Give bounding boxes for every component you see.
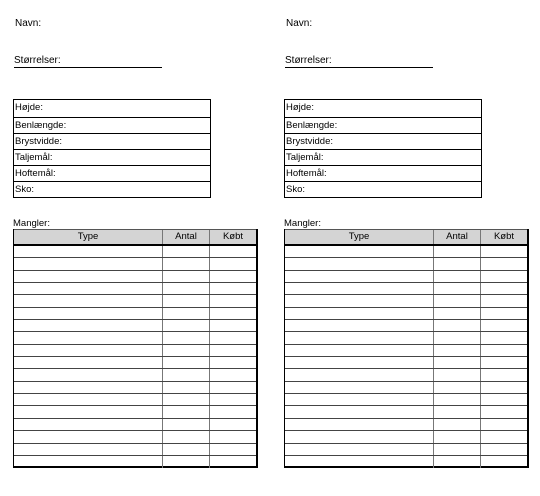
bought-cell bbox=[481, 431, 527, 442]
quantity-cell bbox=[163, 271, 210, 282]
type-cell bbox=[14, 431, 163, 442]
quantity-cell bbox=[434, 456, 481, 468]
missing-items-label: Mangler: bbox=[13, 218, 50, 229]
type-cell bbox=[285, 431, 434, 442]
quantity-cell bbox=[163, 345, 210, 356]
bought-cell bbox=[210, 295, 256, 306]
bought-cell bbox=[481, 258, 527, 269]
bought-cell bbox=[210, 419, 256, 430]
quantity-cell bbox=[434, 271, 481, 282]
table-body bbox=[285, 246, 527, 468]
type-cell bbox=[14, 444, 163, 455]
header-bought: Købt bbox=[222, 231, 244, 242]
quantity-cell bbox=[163, 246, 210, 257]
bought-cell bbox=[481, 394, 527, 405]
measure-inseam: Benlængde: bbox=[14, 117, 210, 133]
quantity-cell bbox=[434, 246, 481, 257]
type-cell bbox=[285, 369, 434, 380]
measure-chest: Brystvidde: bbox=[14, 133, 210, 149]
bought-cell bbox=[481, 406, 527, 417]
table-row bbox=[14, 444, 256, 456]
quantity-cell bbox=[434, 357, 481, 368]
bought-cell bbox=[210, 332, 256, 343]
quantity-cell bbox=[434, 382, 481, 393]
type-cell bbox=[285, 444, 434, 455]
bought-cell bbox=[210, 258, 256, 269]
measure-waist: Taljemål: bbox=[14, 149, 210, 165]
table-row bbox=[285, 369, 527, 381]
type-cell bbox=[14, 258, 163, 269]
table-row bbox=[14, 246, 256, 258]
quantity-cell bbox=[163, 406, 210, 417]
bought-cell bbox=[210, 357, 256, 368]
table-row bbox=[14, 258, 256, 270]
bought-cell bbox=[481, 382, 527, 393]
bought-cell bbox=[481, 246, 527, 257]
type-cell bbox=[285, 246, 434, 257]
type-cell bbox=[285, 258, 434, 269]
form-panel-left bbox=[13, 0, 259, 496]
measurements-box bbox=[284, 99, 482, 198]
table-body bbox=[14, 246, 256, 468]
type-cell bbox=[285, 271, 434, 282]
bought-cell bbox=[481, 295, 527, 306]
bought-cell bbox=[210, 394, 256, 405]
table-row bbox=[285, 283, 527, 295]
quantity-cell bbox=[163, 283, 210, 294]
quantity-cell bbox=[434, 419, 481, 430]
type-cell bbox=[14, 246, 163, 257]
measure-hip: Hoftemål: bbox=[285, 165, 481, 181]
table-row bbox=[14, 345, 256, 357]
type-cell bbox=[14, 320, 163, 331]
type-cell bbox=[14, 295, 163, 306]
table-row bbox=[14, 271, 256, 283]
table-row bbox=[285, 258, 527, 270]
type-cell bbox=[285, 283, 434, 294]
quantity-cell bbox=[163, 419, 210, 430]
type-cell bbox=[285, 308, 434, 319]
type-cell bbox=[14, 345, 163, 356]
table-row bbox=[14, 320, 256, 332]
quantity-cell bbox=[163, 369, 210, 380]
bought-cell bbox=[210, 406, 256, 417]
bought-cell bbox=[481, 283, 527, 294]
bought-cell bbox=[481, 419, 527, 430]
table-row bbox=[14, 406, 256, 418]
bought-cell bbox=[210, 382, 256, 393]
quantity-cell bbox=[163, 382, 210, 393]
header-quantity: Antal bbox=[434, 230, 481, 244]
table-row bbox=[285, 382, 527, 394]
type-cell bbox=[285, 295, 434, 306]
bought-cell bbox=[481, 271, 527, 282]
table-row bbox=[285, 246, 527, 258]
quantity-cell bbox=[434, 258, 481, 269]
quantity-cell bbox=[163, 320, 210, 331]
type-cell bbox=[14, 394, 163, 405]
type-cell bbox=[14, 332, 163, 343]
bought-cell bbox=[481, 369, 527, 380]
table-row bbox=[285, 456, 527, 468]
table-row bbox=[285, 332, 527, 344]
type-cell bbox=[14, 456, 163, 468]
quantity-cell bbox=[434, 394, 481, 405]
quantity-cell bbox=[434, 332, 481, 343]
table-row bbox=[14, 419, 256, 431]
quantity-cell bbox=[434, 320, 481, 331]
measure-shoe: Sko: bbox=[285, 181, 481, 197]
measure-inseam: Benlængde: bbox=[285, 117, 481, 133]
type-cell bbox=[14, 419, 163, 430]
measure-height: Højde: bbox=[15, 102, 43, 113]
type-cell bbox=[14, 357, 163, 368]
table-row bbox=[14, 456, 256, 468]
type-cell bbox=[14, 406, 163, 417]
measure-chest: Brystvidde: bbox=[285, 133, 481, 149]
bought-cell bbox=[210, 369, 256, 380]
missing-items-label: Mangler: bbox=[284, 218, 321, 229]
quantity-cell bbox=[434, 369, 481, 380]
type-cell bbox=[14, 308, 163, 319]
header-quantity: Antal bbox=[163, 230, 210, 244]
table-header bbox=[285, 229, 527, 246]
table-row bbox=[285, 394, 527, 406]
quantity-cell bbox=[434, 431, 481, 442]
bought-cell bbox=[210, 246, 256, 257]
table-row bbox=[285, 295, 527, 307]
type-cell bbox=[14, 369, 163, 380]
bought-cell bbox=[210, 283, 256, 294]
quantity-cell bbox=[434, 345, 481, 356]
table-row bbox=[285, 320, 527, 332]
bought-cell bbox=[481, 456, 527, 468]
bought-cell bbox=[481, 308, 527, 319]
table-row bbox=[14, 295, 256, 307]
sizes-field-label: Størrelser: bbox=[285, 55, 433, 68]
header-type: Type bbox=[14, 230, 163, 244]
bought-cell bbox=[210, 271, 256, 282]
table-row bbox=[14, 308, 256, 320]
table-row bbox=[14, 394, 256, 406]
table-row bbox=[285, 431, 527, 443]
bought-cell bbox=[210, 456, 256, 468]
type-cell bbox=[285, 382, 434, 393]
quantity-cell bbox=[434, 406, 481, 417]
quantity-cell bbox=[163, 456, 210, 468]
header-type: Type bbox=[285, 230, 434, 244]
measure-waist: Taljemål: bbox=[285, 149, 481, 165]
type-cell bbox=[14, 283, 163, 294]
name-field-label: Navn: bbox=[286, 18, 313, 29]
type-cell bbox=[285, 406, 434, 417]
bought-cell bbox=[210, 444, 256, 455]
table-row bbox=[285, 345, 527, 357]
table-row bbox=[14, 357, 256, 369]
quantity-cell bbox=[163, 295, 210, 306]
bought-cell bbox=[481, 345, 527, 356]
type-cell bbox=[14, 271, 163, 282]
bought-cell bbox=[210, 345, 256, 356]
bought-cell bbox=[210, 320, 256, 331]
quantity-cell bbox=[163, 431, 210, 442]
type-cell bbox=[285, 419, 434, 430]
type-cell bbox=[14, 382, 163, 393]
type-cell bbox=[285, 332, 434, 343]
bought-cell bbox=[481, 332, 527, 343]
quantity-cell bbox=[163, 332, 210, 343]
missing-items-table bbox=[13, 229, 258, 468]
bought-cell bbox=[481, 444, 527, 455]
table-row bbox=[285, 419, 527, 431]
quantity-cell bbox=[163, 444, 210, 455]
quantity-cell bbox=[163, 357, 210, 368]
form-panel-right bbox=[284, 0, 530, 496]
type-cell bbox=[285, 320, 434, 331]
table-row bbox=[285, 357, 527, 369]
header-bought: Købt bbox=[493, 231, 515, 242]
quantity-cell bbox=[163, 258, 210, 269]
table-header bbox=[14, 229, 256, 246]
table-row bbox=[285, 444, 527, 456]
type-cell bbox=[285, 357, 434, 368]
table-row bbox=[14, 431, 256, 443]
missing-items-table bbox=[284, 229, 529, 468]
table-row bbox=[14, 369, 256, 381]
quantity-cell bbox=[163, 394, 210, 405]
table-row bbox=[285, 271, 527, 283]
measurements-box bbox=[13, 99, 211, 198]
type-cell bbox=[285, 394, 434, 405]
bought-cell bbox=[481, 357, 527, 368]
quantity-cell bbox=[434, 295, 481, 306]
type-cell bbox=[285, 345, 434, 356]
table-row bbox=[285, 308, 527, 320]
sizes-field-label: Størrelser: bbox=[14, 55, 162, 68]
quantity-cell bbox=[434, 308, 481, 319]
measure-shoe: Sko: bbox=[14, 181, 210, 197]
table-row bbox=[14, 332, 256, 344]
table-row bbox=[14, 283, 256, 295]
bought-cell bbox=[210, 308, 256, 319]
type-cell bbox=[285, 456, 434, 468]
table-row bbox=[14, 382, 256, 394]
bought-cell bbox=[481, 320, 527, 331]
quantity-cell bbox=[434, 444, 481, 455]
quantity-cell bbox=[163, 308, 210, 319]
name-field-label: Navn: bbox=[15, 18, 42, 29]
measure-height: Højde: bbox=[286, 102, 314, 113]
measure-hip: Hoftemål: bbox=[14, 165, 210, 181]
bought-cell bbox=[210, 431, 256, 442]
table-row bbox=[285, 406, 527, 418]
quantity-cell bbox=[434, 283, 481, 294]
